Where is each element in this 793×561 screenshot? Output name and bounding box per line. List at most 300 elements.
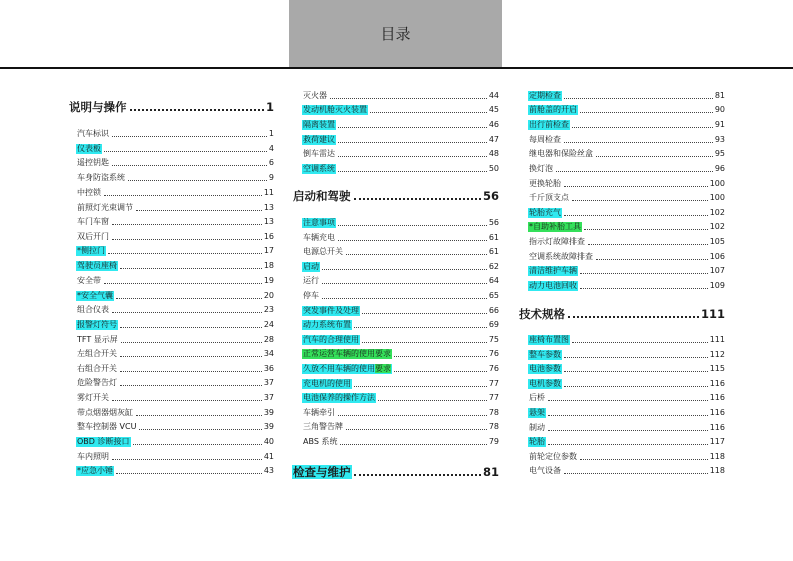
entry-title: 报警灯符号 [77,320,117,329]
entry-title: 停车 [303,291,319,300]
entry-title: 轮胎充气 [529,208,561,217]
entry-title: 危险警告灯 [77,378,117,387]
leader-dots [548,399,708,401]
page-number: 118 [709,466,725,475]
leader-dots [556,170,713,172]
page-number: 62 [488,262,499,271]
page-number: 1 [265,100,274,114]
entry-title: 动力电池回收 [529,281,577,290]
leader-dots [580,111,713,113]
toc-entry[interactable] [302,418,499,432]
page-number: 79 [488,437,499,446]
toc-entry[interactable] [528,87,725,101]
toc-entry[interactable] [76,389,274,403]
leader-dots [362,341,487,343]
toc-entry[interactable] [76,272,274,286]
page-number: 75 [488,335,499,344]
entry-title: 倒车雷达 [303,149,335,158]
toc-entry[interactable] [302,87,499,101]
page-number: 76 [488,349,499,358]
leader-dots [580,272,708,274]
leader-dots [354,473,481,476]
page-title: 目录 [380,25,411,43]
toc-entry[interactable] [76,228,274,242]
toc-entry[interactable] [528,189,725,203]
entry-title: 仪表板 [77,144,101,153]
leader-dots [322,282,487,284]
entry-title: 指示灯故障排查 [529,237,585,246]
section-title: 检查与维护 [293,465,351,479]
leader-dots [139,428,261,430]
leader-dots [354,385,487,387]
leader-dots [548,414,708,416]
entry-title: 突发事件及处理 [303,306,359,315]
toc-entry[interactable] [528,433,725,447]
page-number: 77 [488,379,499,388]
entry-title: 电池参数 [529,364,561,373]
page-number: 40 [263,437,274,446]
leader-dots [322,268,487,270]
page-number: 13 [263,217,274,226]
page-number: 117 [709,437,725,446]
entry-title: 悬架 [529,408,545,417]
page-number: 18 [263,261,274,270]
entry-title: 清洁维护车辆 [529,266,577,275]
toc-entry[interactable] [302,258,499,272]
toc-entry[interactable] [302,404,499,418]
entry-title: 定期检查 [529,91,561,100]
page-number: 69 [488,320,499,329]
entry-title: *侧拉门 [77,246,105,255]
page-number: 9 [268,173,274,182]
toc-entry[interactable] [528,360,725,374]
leader-dots [112,238,262,240]
entry-title: 车门车窗 [77,217,109,226]
page-number: 77 [488,393,499,402]
page-number: 36 [263,364,274,373]
page-number: 111 [700,307,725,321]
entry-title: 救荷建议 [303,135,335,144]
toc-entry[interactable] [76,404,274,418]
page-number: 41 [263,452,274,461]
toc-entry[interactable] [528,404,725,418]
page-number: 90 [714,105,725,114]
toc-section-heading[interactable] [292,461,499,479]
page-number: 78 [488,408,499,417]
entry-title: 后桥 [529,393,545,402]
leader-dots [564,356,708,358]
page-number: 112 [709,350,725,359]
toc-entry[interactable] [528,448,725,462]
entry-title: 车身防盗系统 [77,173,125,182]
entry-title: 千斤顶支点 [529,193,569,202]
entry-title: 久放不用车辆的使用要求 [303,364,391,373]
leader-dots [338,170,487,172]
toc-entry[interactable] [76,287,274,301]
toc-entry[interactable] [528,277,725,291]
page-number: 45 [488,105,499,114]
page-number: 17 [263,246,274,255]
leader-dots [596,155,713,157]
leader-dots [568,315,699,318]
entry-title: 中控锁 [77,188,101,197]
entry-title: 灭火器 [303,91,327,100]
entry-title: 运行 [303,276,319,285]
leader-dots [338,224,487,226]
page-number: 81 [482,465,499,479]
leader-dots [116,297,262,299]
leader-dots [112,399,262,401]
entry-title: 车辆牵引 [303,408,335,417]
leader-dots [112,458,262,460]
entry-title: 汽车的合理使用 [303,335,359,344]
page-number: 65 [488,291,499,300]
toc-entry[interactable] [302,101,499,115]
entry-title: 空调系统 [303,164,335,173]
page-number: 107 [709,266,725,275]
entry-title: 雾灯开关 [77,393,109,402]
entry-title: 电气设备 [529,466,561,475]
page-number: 93 [714,135,725,144]
leader-dots [346,253,487,255]
entry-title-tail: 要求 [375,364,391,373]
leader-dots [104,150,267,152]
toc-entry[interactable] [302,375,499,389]
page-number: 39 [263,422,274,431]
leader-dots [130,108,264,111]
entry-title: *自助补胎工具 [529,222,581,231]
toc-entry[interactable] [76,316,274,330]
leader-dots [564,141,713,143]
leader-dots [564,472,708,474]
page-number: 39 [263,408,274,417]
entry-title: 三角警告牌 [303,422,343,431]
toc-entry[interactable] [76,140,274,154]
entry-title: 前舱盖的开启 [529,105,577,114]
leader-dots [338,155,487,157]
leader-dots [378,399,487,401]
toc-entry[interactable] [302,316,499,330]
leader-dots [564,97,713,99]
toc-entry[interactable] [76,433,274,447]
entry-title: 电池保养的操作方法 [303,393,375,402]
entry-title: 注意事项 [303,218,335,227]
leader-dots [588,243,708,245]
section-title: 启动和驾驶 [293,189,351,203]
entry-title: 双后开门 [77,232,109,241]
toc-entry[interactable] [528,331,725,345]
toc-entry[interactable] [76,125,274,139]
entry-title: 隔离装置 [303,120,335,129]
toc-entry[interactable] [302,214,499,228]
leader-dots [338,239,487,241]
toc-entry[interactable] [528,375,725,389]
entry-title: 正常运营车辆的使用要求 [303,349,391,358]
toc-entry[interactable] [76,242,274,256]
page-number: 37 [263,378,274,387]
leader-dots [120,370,262,372]
leader-dots [580,287,708,289]
leader-dots [121,341,262,343]
leader-dots [564,370,708,372]
toc-entry[interactable] [76,345,274,359]
header-tab [289,0,502,67]
page-number: 111 [709,335,725,344]
leader-dots [120,326,262,328]
toc-entry[interactable] [302,331,499,345]
page-number: 37 [263,393,274,402]
leader-dots [112,135,267,137]
toc-entry[interactable] [528,233,725,247]
page-number: 78 [488,422,499,431]
entry-title: TFT 显示屏 [77,335,118,344]
leader-dots [584,228,708,230]
header-rule [0,67,793,69]
page-number: 6 [268,158,274,167]
toc-entry[interactable] [302,302,499,316]
entry-title: 充电机的使用 [303,379,351,388]
toc-entry[interactable] [76,257,274,271]
leader-dots [136,414,262,416]
toc-entry[interactable] [302,160,499,174]
page-number: 102 [709,208,725,217]
leader-dots [572,126,713,128]
entry-title: 车辆充电 [303,233,335,242]
leader-dots [564,185,708,187]
page-number: 61 [488,233,499,242]
toc-entry[interactable] [76,184,274,198]
page-number: 116 [709,423,725,432]
toc-entry[interactable] [76,331,274,345]
toc-entry[interactable] [76,360,274,374]
entry-title: 左组合开关 [77,349,117,358]
toc-entry[interactable] [76,462,274,476]
page-number: 64 [488,276,499,285]
page-number: 116 [709,379,725,388]
leader-dots [104,282,262,284]
entry-title: ABS 系统 [303,437,338,446]
toc-entry[interactable] [528,101,725,115]
toc-entry[interactable] [528,175,725,189]
page-number: 24 [263,320,274,329]
page-number: 56 [488,218,499,227]
entry-title: 每周检查 [529,135,561,144]
page-number: 23 [263,305,274,314]
page-number: 102 [709,222,725,231]
page-number: 96 [714,164,725,173]
leader-dots [338,141,487,143]
toc-entry[interactable] [528,346,725,360]
page-number: 48 [488,149,499,158]
toc-entry[interactable] [76,448,274,462]
leader-dots [548,443,708,445]
leader-dots [322,297,487,299]
page-number: 66 [488,306,499,315]
leader-dots [572,199,708,201]
page-number: 11 [263,188,274,197]
leader-dots [354,326,487,328]
leader-dots [572,341,708,343]
entry-title: 整车参数 [529,350,561,359]
leader-dots [580,458,708,460]
leader-dots [596,258,708,260]
toc-entry[interactable] [528,218,725,232]
toc-entry[interactable] [302,116,499,130]
leader-dots [136,209,262,211]
page-number: 118 [709,452,725,461]
entry-title: 出行前检查 [529,120,569,129]
page-number: 44 [488,91,499,100]
entry-title: 遥控钥匙 [77,158,109,167]
page-number: 16 [263,232,274,241]
toc-entry[interactable] [76,213,274,227]
page-number: 105 [709,237,725,246]
entry-title: 继电器和保险丝盒 [529,149,593,158]
toc-section-heading[interactable] [518,303,725,321]
toc-entry[interactable] [528,248,725,262]
entry-title: 组合仪表 [77,305,109,314]
page-number: 47 [488,135,499,144]
toc-entry[interactable] [528,116,725,130]
section-title: 技术规格 [519,307,565,321]
leader-dots [338,126,487,128]
entry-title: 带点烟器烟灰缸 [77,408,133,417]
entry-title: 安全带 [77,276,101,285]
entry-title: 整车控制器 VCU [77,422,137,431]
page-number: 1 [268,129,274,138]
toc-entry[interactable] [76,374,274,388]
page-number: 116 [709,408,725,417]
entry-title: 汽车标识 [77,129,109,138]
toc-entry[interactable] [76,301,274,315]
page-number: 50 [488,164,499,173]
leader-dots [564,385,708,387]
leader-dots [112,164,267,166]
page-number: 34 [263,349,274,358]
page-number: 43 [263,466,274,475]
toc-section-heading[interactable] [68,96,274,114]
page-number: 19 [263,276,274,285]
entry-title: 右组合开关 [77,364,117,373]
page-number: 56 [482,189,499,203]
toc-entry[interactable] [528,419,725,433]
page-number: 13 [263,203,274,212]
leader-dots [133,443,262,445]
entry-title: 启动 [303,262,319,271]
entry-title: 发动机舱灭火装置 [303,105,367,114]
leader-dots [370,111,487,113]
leader-dots [120,384,262,386]
page-number: 81 [714,91,725,100]
toc-entry[interactable] [528,204,725,218]
toc-entry[interactable] [528,131,725,145]
page-number: 61 [488,247,499,256]
leader-dots [128,179,267,181]
page-number: 100 [709,193,725,202]
toc-entry[interactable] [528,262,725,276]
toc-section-heading[interactable] [292,185,499,203]
page-number: 116 [709,393,725,402]
entry-title: 空调系统故障排查 [529,252,593,261]
toc-entry[interactable] [302,360,499,374]
entry-title: 驾驶员座椅 [77,261,117,270]
page-number: 115 [709,364,725,373]
leader-dots [116,472,262,474]
leader-dots [548,429,708,431]
entry-title: 前照灯光束调节 [77,203,133,212]
leader-dots [120,267,262,269]
entry-title: 电机参数 [529,379,561,388]
leader-dots [112,223,262,225]
page-number: 28 [263,335,274,344]
entry-title: 座椅布置图 [529,335,569,344]
leader-dots [354,197,481,200]
toc-entry[interactable] [302,272,499,286]
toc-entry[interactable] [528,160,725,174]
section-title: 说明与操作 [69,100,127,114]
leader-dots [330,97,487,99]
toc-entry[interactable] [76,199,274,213]
entry-title: 电源总开关 [303,247,343,256]
toc-entry[interactable] [302,229,499,243]
leader-dots [394,355,487,357]
page-number: 76 [488,364,499,373]
leader-dots [112,311,262,313]
toc-entry[interactable] [302,345,499,359]
entry-title: 换灯泡 [529,164,553,173]
entry-title: 轮胎 [529,437,545,446]
toc-entry[interactable] [528,389,725,403]
toc-entry[interactable] [528,462,725,476]
page-number: 109 [709,281,725,290]
leader-dots [362,312,487,314]
toc-entry[interactable] [76,169,274,183]
toc-entry[interactable] [76,418,274,432]
entry-title: 车内照明 [77,452,109,461]
toc-entry[interactable] [302,433,499,447]
leader-dots [338,414,487,416]
leader-dots [346,428,487,430]
toc-entry[interactable] [302,131,499,145]
page-number: 46 [488,120,499,129]
page-number: 106 [709,252,725,261]
toc-entry[interactable] [302,287,499,301]
entry-title: *安全气囊 [77,291,113,300]
page-number: 4 [268,144,274,153]
leader-dots [394,370,487,372]
toc-entry[interactable] [76,154,274,168]
toc-entry[interactable] [302,243,499,257]
leader-dots [564,214,708,216]
leader-dots [340,443,486,445]
page-number: 91 [714,120,725,129]
entry-title: 前轮定位参数 [529,452,577,461]
toc-entry[interactable] [302,389,499,403]
entry-title: *应急小锤 [77,466,113,475]
leader-dots [108,252,262,254]
leader-dots [104,194,262,196]
page-number: 100 [709,179,725,188]
leader-dots [120,355,262,357]
entry-title: 制动 [529,423,545,432]
page-number: 20 [263,291,274,300]
page-number: 95 [714,149,725,158]
entry-title: 更换轮胎 [529,179,561,188]
toc-entry[interactable] [302,145,499,159]
entry-title: OBD 诊断接口 [77,437,130,446]
toc-entry[interactable] [528,145,725,159]
entry-title: 动力系统布置 [303,320,351,329]
